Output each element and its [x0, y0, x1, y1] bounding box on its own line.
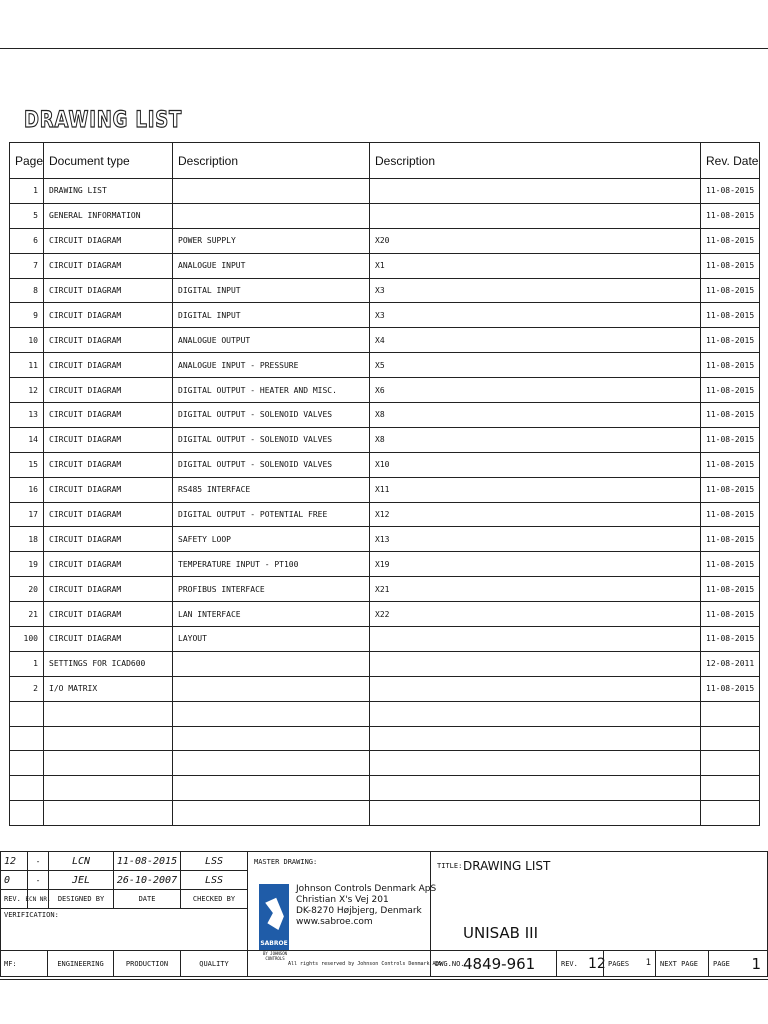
row-document-type [44, 726, 173, 751]
engineering-label: ENGINEERING [47, 950, 114, 977]
row-document-type [44, 751, 173, 776]
row-description-1: SAFETY LOOP [173, 527, 370, 552]
row-page: 18 [10, 527, 44, 552]
row-rev-date: 11-08-2015 [701, 477, 760, 502]
rev-field [556, 950, 604, 977]
row-description-1 [173, 203, 370, 228]
row-rev-date: 11-08-2015 [701, 602, 760, 627]
row-description-1: DIGITAL INPUT [173, 278, 370, 303]
checked-by-header: CHECKED BY [180, 889, 248, 909]
page-label: PAGE [713, 960, 730, 968]
row-description-1: RS485 INTERFACE [173, 477, 370, 502]
col-rev-date: Rev. Date [701, 143, 760, 179]
col-page: Page [10, 143, 44, 179]
company-city: DK-8270 Højbjerg, Denmark [296, 906, 422, 916]
ecn-number: - [27, 851, 49, 871]
row-rev-date: 11-08-2015 [701, 502, 760, 527]
row-rev-date: 11-08-2015 [701, 278, 760, 303]
row-description-1: POWER SUPPLY [173, 228, 370, 253]
next-page-label: NEXT PAGE [660, 960, 698, 968]
row-description-2: X5 [370, 353, 701, 378]
row-rev-date [701, 801, 760, 826]
rev-number: 12 [0, 851, 28, 871]
checked-by: LSS [180, 870, 248, 890]
table-row [10, 552, 760, 577]
table-row [10, 378, 760, 403]
col-description-2: Description [370, 143, 701, 179]
row-page: 5 [10, 203, 44, 228]
row-document-type [44, 701, 173, 726]
row-document-type: CIRCUIT DIAGRAM [44, 403, 173, 428]
logo-subtitle: BY JOHNSON CONTROLS [262, 951, 288, 961]
rev-value: 12 [588, 956, 606, 972]
row-rev-date: 11-08-2015 [701, 577, 760, 602]
table-row [10, 577, 760, 602]
dwg-no-label: DWG.NO. [435, 960, 465, 968]
company-website: www.sabroe.com [296, 917, 373, 927]
row-description-1 [173, 801, 370, 826]
row-description-2: X4 [370, 328, 701, 353]
row-rev-date: 11-08-2015 [701, 527, 760, 552]
row-page: 12 [10, 378, 44, 403]
row-description-1: ANALOGUE INPUT - PRESSURE [173, 353, 370, 378]
row-description-2: X12 [370, 502, 701, 527]
row-description-1: DIGITAL OUTPUT - HEATER AND MISC. [173, 378, 370, 403]
table-row [10, 353, 760, 378]
row-description-2: X3 [370, 303, 701, 328]
row-description-2: X10 [370, 452, 701, 477]
row-rev-date: 11-08-2015 [701, 253, 760, 278]
row-document-type: CIRCUIT DIAGRAM [44, 427, 173, 452]
row-description-1 [173, 676, 370, 701]
ecn-number: - [27, 870, 49, 890]
row-document-type: CIRCUIT DIAGRAM [44, 353, 173, 378]
table-row [10, 228, 760, 253]
pages-field [603, 950, 656, 977]
row-page: 20 [10, 577, 44, 602]
row-description-1: LAYOUT [173, 627, 370, 652]
row-page: 13 [10, 403, 44, 428]
row-document-type: CIRCUIT DIAGRAM [44, 552, 173, 577]
row-document-type: SETTINGS FOR ICAD600 [44, 651, 173, 676]
rights-notice: All rights reserved by Johnson Controls Denmark ApS [247, 950, 431, 977]
row-document-type: CIRCUIT DIAGRAM [44, 627, 173, 652]
table-row [10, 627, 760, 652]
mf-label: MF: [0, 950, 48, 977]
row-rev-date: 11-08-2015 [701, 552, 760, 577]
table-row [10, 278, 760, 303]
row-description-2: X22 [370, 602, 701, 627]
row-page [10, 701, 44, 726]
row-description-2 [370, 179, 701, 204]
row-page: 16 [10, 477, 44, 502]
row-document-type [44, 776, 173, 801]
row-description-2: X1 [370, 253, 701, 278]
row-page: 17 [10, 502, 44, 527]
row-description-1: DIGITAL INPUT [173, 303, 370, 328]
row-document-type: CIRCUIT DIAGRAM [44, 502, 173, 527]
company-name: Johnson Controls Denmark ApS [296, 884, 437, 894]
table-row [10, 179, 760, 204]
row-rev-date: 11-08-2015 [701, 427, 760, 452]
row-rev-date: 11-08-2015 [701, 676, 760, 701]
row-description-2 [370, 203, 701, 228]
row-rev-date [701, 776, 760, 801]
logo-name: SABROE [260, 940, 288, 947]
row-rev-date: 11-08-2015 [701, 353, 760, 378]
row-description-1: DIGITAL OUTPUT - SOLENOID VALVES [173, 403, 370, 428]
row-rev-date [701, 751, 760, 776]
row-description-1 [173, 751, 370, 776]
row-page: 15 [10, 452, 44, 477]
row-description-2 [370, 726, 701, 751]
row-description-2: X8 [370, 403, 701, 428]
row-document-type: CIRCUIT DIAGRAM [44, 328, 173, 353]
ecn-header: ECN NR. [27, 889, 49, 909]
page-title: DRAWING LIST [24, 108, 183, 133]
row-page: 21 [10, 602, 44, 627]
row-document-type: DRAWING LIST [44, 179, 173, 204]
table-row [10, 477, 760, 502]
row-document-type: CIRCUIT DIAGRAM [44, 303, 173, 328]
row-document-type: CIRCUIT DIAGRAM [44, 527, 173, 552]
table-row [10, 527, 760, 552]
page-value: 1 [751, 955, 761, 973]
master-drawing-label: MASTER DRAWING: [254, 858, 318, 866]
row-page: 19 [10, 552, 44, 577]
row-document-type: CIRCUIT DIAGRAM [44, 452, 173, 477]
row-rev-date: 11-08-2015 [701, 452, 760, 477]
row-description-2: X20 [370, 228, 701, 253]
pages-value: 1 [645, 958, 651, 968]
table-row [10, 776, 760, 801]
row-description-1 [173, 701, 370, 726]
row-description-1: DIGITAL OUTPUT - POTENTIAL FREE [173, 502, 370, 527]
table-row [10, 253, 760, 278]
title-box [430, 851, 768, 951]
row-description-2 [370, 701, 701, 726]
col-document-type: Document type [44, 143, 173, 179]
row-document-type: CIRCUIT DIAGRAM [44, 378, 173, 403]
production-label: PRODUCTION [113, 950, 181, 977]
row-description-1: TEMPERATURE INPUT - PT100 [173, 552, 370, 577]
row-document-type: CIRCUIT DIAGRAM [44, 253, 173, 278]
company-street: Christian X's Vej 201 [296, 895, 389, 905]
table-row [10, 726, 760, 751]
row-rev-date: 11-08-2015 [701, 179, 760, 204]
row-page: 9 [10, 303, 44, 328]
title-block [0, 851, 768, 978]
row-page [10, 751, 44, 776]
title-value: DRAWING LIST [463, 859, 551, 873]
row-document-type: CIRCUIT DIAGRAM [44, 577, 173, 602]
row-description-2: X6 [370, 378, 701, 403]
row-description-2: X11 [370, 477, 701, 502]
row-page: 11 [10, 353, 44, 378]
row-document-type: CIRCUIT DIAGRAM [44, 602, 173, 627]
drawing-list-table [9, 142, 760, 826]
row-description-2: X19 [370, 552, 701, 577]
sabroe-wave-icon [263, 896, 285, 930]
row-description-1: DIGITAL OUTPUT - SOLENOID VALVES [173, 427, 370, 452]
row-description-2 [370, 651, 701, 676]
row-rev-date: 11-08-2015 [701, 328, 760, 353]
table-row [10, 602, 760, 627]
row-description-2: X13 [370, 527, 701, 552]
row-rev-date: 11-08-2015 [701, 203, 760, 228]
row-page: 1 [10, 179, 44, 204]
row-rev-date [701, 701, 760, 726]
row-description-2 [370, 751, 701, 776]
rev-header: REV. [0, 889, 28, 909]
designed-by: JEL [48, 870, 114, 890]
row-rev-date [701, 726, 760, 751]
row-description-2 [370, 801, 701, 826]
row-page: 1 [10, 651, 44, 676]
table-row [10, 676, 760, 701]
rev-number: 0 [0, 870, 28, 890]
row-description-2: X8 [370, 427, 701, 452]
row-rev-date: 11-08-2015 [701, 378, 760, 403]
table-row [10, 502, 760, 527]
table-row [10, 328, 760, 353]
table-header-row [10, 143, 760, 179]
row-description-2 [370, 776, 701, 801]
dwg-no-field [430, 950, 557, 977]
dwg-no-value: 4849-961 [463, 955, 536, 973]
table-row [10, 452, 760, 477]
checked-by: LSS [180, 851, 248, 871]
row-description-1: PROFIBUS INTERFACE [173, 577, 370, 602]
row-document-type: CIRCUIT DIAGRAM [44, 228, 173, 253]
title-label: TITLE: [437, 862, 463, 870]
rev-date: 11-08-2015 [113, 851, 181, 871]
row-rev-date: 12-08-2011 [701, 651, 760, 676]
row-page: 100 [10, 627, 44, 652]
sabroe-logo [259, 884, 289, 950]
company-address [296, 884, 436, 928]
row-page: 8 [10, 278, 44, 303]
table-row [10, 801, 760, 826]
row-description-1 [173, 179, 370, 204]
row-description-1: LAN INTERFACE [173, 602, 370, 627]
row-description-2: X3 [370, 278, 701, 303]
next-page-field [655, 950, 709, 977]
row-document-type: CIRCUIT DIAGRAM [44, 477, 173, 502]
row-description-1 [173, 651, 370, 676]
table-row [10, 751, 760, 776]
row-page: 10 [10, 328, 44, 353]
quality-label: QUALITY [180, 950, 248, 977]
row-page [10, 776, 44, 801]
table-row [10, 651, 760, 676]
row-description-2 [370, 676, 701, 701]
row-description-1: DIGITAL OUTPUT - SOLENOID VALVES [173, 452, 370, 477]
row-description-1 [173, 726, 370, 751]
row-description-2: X21 [370, 577, 701, 602]
product-name: UNISAB III [463, 924, 539, 942]
row-rev-date: 11-08-2015 [701, 627, 760, 652]
page-field [708, 950, 768, 977]
row-document-type: GENERAL INFORMATION [44, 203, 173, 228]
row-description-1: ANALOGUE OUTPUT [173, 328, 370, 353]
row-page: 2 [10, 676, 44, 701]
row-page [10, 801, 44, 826]
row-document-type: I/O MATRIX [44, 676, 173, 701]
col-description-1: Description [173, 143, 370, 179]
row-page: 14 [10, 427, 44, 452]
designed-by-header: DESIGNED BY [48, 889, 114, 909]
row-rev-date: 11-08-2015 [701, 303, 760, 328]
verification-field: VERIFICATION: [0, 908, 248, 951]
row-page: 6 [10, 228, 44, 253]
rev-date: 26-10-2007 [113, 870, 181, 890]
row-rev-date: 11-08-2015 [701, 228, 760, 253]
table-row [10, 303, 760, 328]
rev-label: REV. [561, 960, 578, 968]
pages-label: PAGES [608, 960, 630, 968]
row-description-2 [370, 627, 701, 652]
table-row [10, 427, 760, 452]
date-header: DATE [113, 889, 181, 909]
table-row [10, 203, 760, 228]
row-description-1 [173, 776, 370, 801]
row-page: 7 [10, 253, 44, 278]
table-row [10, 701, 760, 726]
row-description-1: ANALOGUE INPUT [173, 253, 370, 278]
row-document-type: CIRCUIT DIAGRAM [44, 278, 173, 303]
row-rev-date: 11-08-2015 [701, 403, 760, 428]
table-row [10, 403, 760, 428]
designed-by: LCN [48, 851, 114, 871]
row-page [10, 726, 44, 751]
row-document-type [44, 801, 173, 826]
